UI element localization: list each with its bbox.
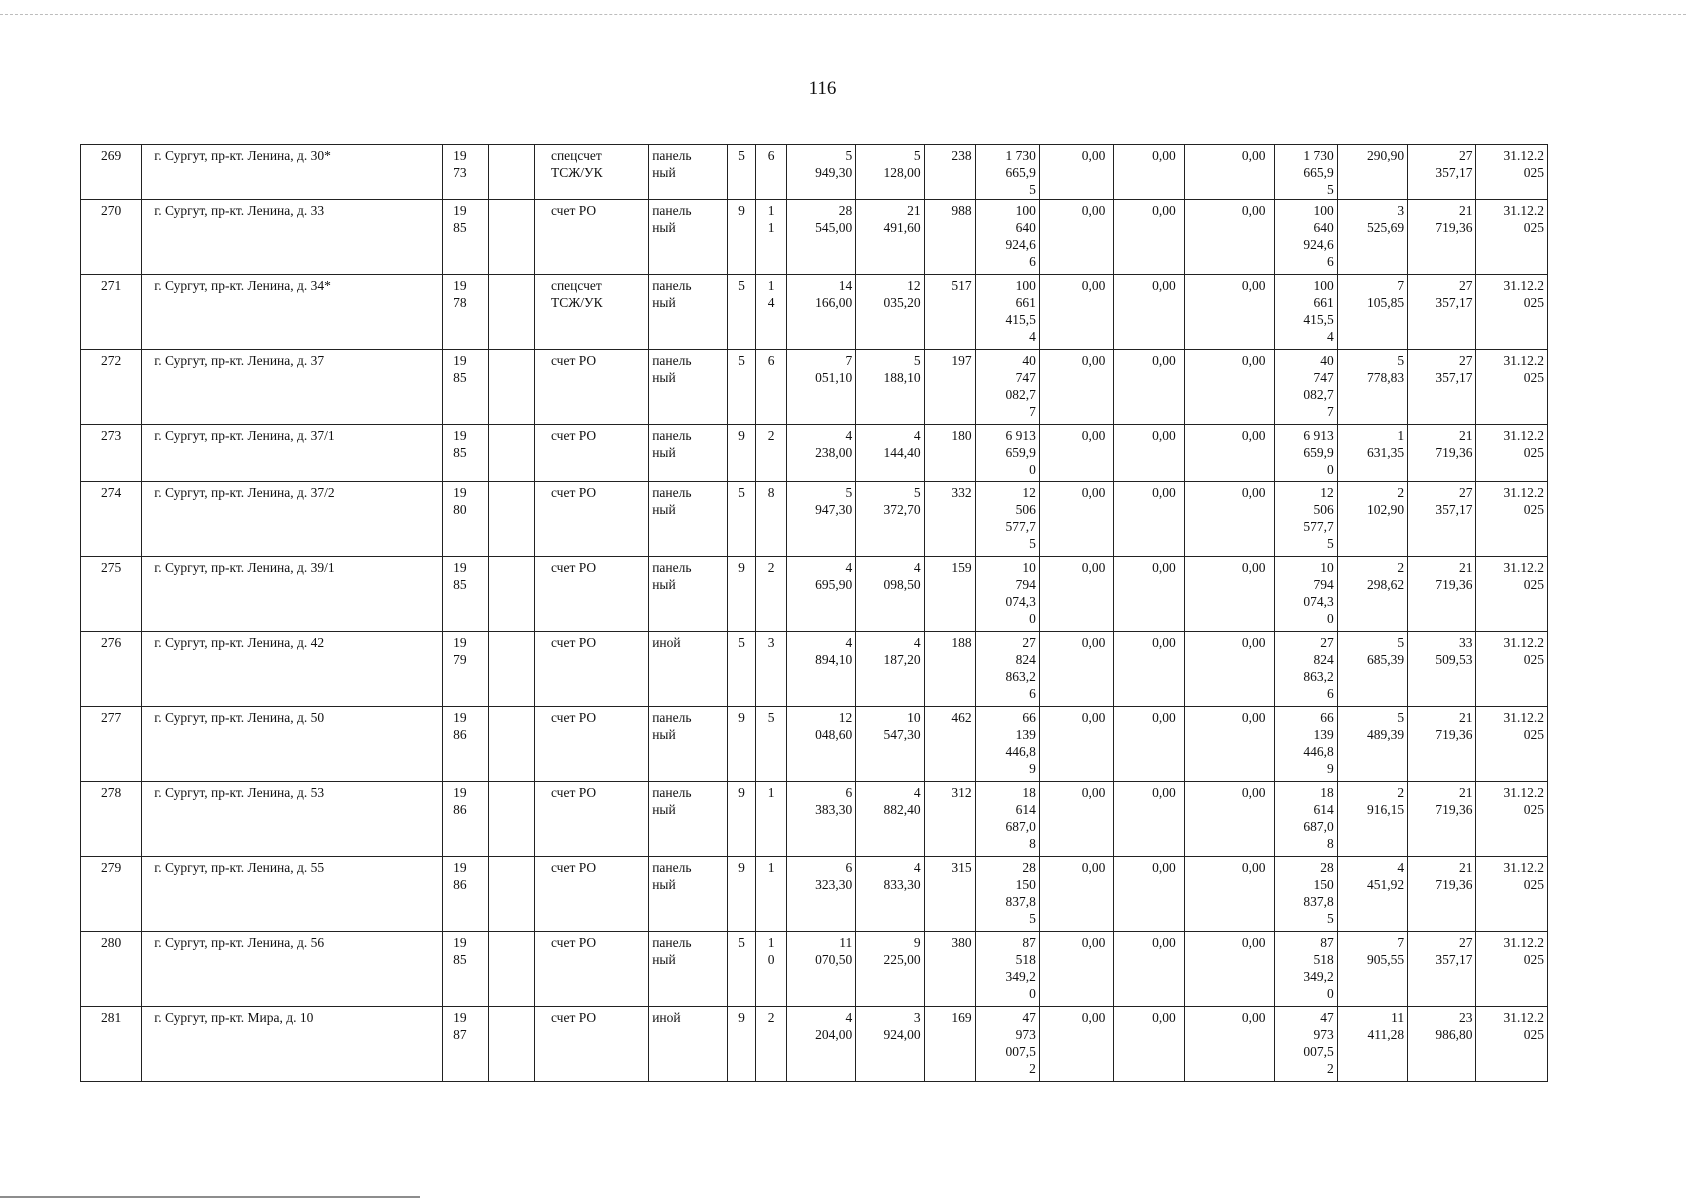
funding-3-cell: 0,00 (1184, 145, 1274, 200)
completion-date-cell: 31.12.2 025 (1476, 1007, 1548, 1082)
empty-cell (489, 350, 535, 425)
table-row (81, 275, 1548, 350)
residents-cell: 332 (924, 482, 975, 557)
wall-material-cell: панель ный (649, 425, 728, 482)
limit-cost-cell: 33 509,53 (1408, 632, 1476, 707)
completion-date-cell: 31.12.2 025 (1476, 857, 1548, 932)
living-area-cell: 5 128,00 (856, 145, 924, 200)
row-number-cell: 275 (81, 557, 142, 632)
total-cost-cell: 100 661 415,5 4 (975, 275, 1039, 350)
total-cost-cell: 87 518 349,2 0 (975, 932, 1039, 1007)
total-cost-cell: 40 747 082,7 7 (975, 350, 1039, 425)
completion-date-cell: 31.12.2 025 (1476, 932, 1548, 1007)
empty-cell (489, 425, 535, 482)
funding-2-cell: 0,00 (1114, 782, 1184, 857)
floors-cell: 5 (727, 145, 756, 200)
table-row (81, 782, 1548, 857)
table-row (81, 557, 1548, 632)
completion-date-cell: 31.12.2 025 (1476, 707, 1548, 782)
address-cell: г. Сургут, пр-кт. Мира, д. 10 (142, 1007, 443, 1082)
funding-3-cell: 0,00 (1184, 482, 1274, 557)
residents-cell: 462 (924, 707, 975, 782)
limit-cost-cell: 21 719,36 (1408, 200, 1476, 275)
living-area-cell: 4 098,50 (856, 557, 924, 632)
unit-cost-cell: 3 525,69 (1337, 200, 1407, 275)
funding-3-cell: 0,00 (1184, 782, 1274, 857)
living-area-cell: 12 035,20 (856, 275, 924, 350)
empty-cell (489, 857, 535, 932)
empty-cell (489, 707, 535, 782)
floors-cell: 5 (727, 350, 756, 425)
limit-cost-cell: 21 719,36 (1408, 557, 1476, 632)
floors-cell: 5 (727, 482, 756, 557)
limit-cost-cell: 27 357,17 (1408, 275, 1476, 350)
address-cell: г. Сургут, пр-кт. Ленина, д. 53 (142, 782, 443, 857)
page-number: 116 (808, 78, 837, 99)
address-cell: г. Сургут, пр-кт. Ленина, д. 55 (142, 857, 443, 932)
limit-cost-cell: 21 719,36 (1408, 425, 1476, 482)
address-cell: г. Сургут, пр-кт. Ленина, д. 39/1 (142, 557, 443, 632)
limit-cost-cell: 27 357,17 (1408, 932, 1476, 1007)
residents-cell: 180 (924, 425, 975, 482)
unit-cost-cell: 11 411,28 (1337, 1007, 1407, 1082)
total-area-cell: 4 204,00 (786, 1007, 855, 1082)
floors-cell: 9 (727, 857, 756, 932)
fund-method-cell: спецсчет ТСЖ/УК (534, 145, 648, 200)
funding-3-cell: 0,00 (1184, 632, 1274, 707)
housing-registry-table (80, 144, 1548, 1082)
row-number-cell: 276 (81, 632, 142, 707)
wall-material-cell: панель ный (649, 350, 728, 425)
address-cell: г. Сургут, пр-кт. Ленина, д. 50 (142, 707, 443, 782)
funding-3-cell: 0,00 (1184, 350, 1274, 425)
funding-1-cell: 0,00 (1039, 932, 1113, 1007)
row-number-cell: 278 (81, 782, 142, 857)
unit-cost-cell: 2 916,15 (1337, 782, 1407, 857)
entrances-cell: 8 (756, 482, 787, 557)
owners-funds-cell: 40 747 082,7 7 (1274, 350, 1337, 425)
total-cost-cell: 18 614 687,0 8 (975, 782, 1039, 857)
living-area-cell: 4 882,40 (856, 782, 924, 857)
table-row (81, 350, 1548, 425)
funding-1-cell: 0,00 (1039, 145, 1113, 200)
total-area-cell: 4 695,90 (786, 557, 855, 632)
year-built-cell: 19 85 (443, 557, 489, 632)
address-cell: г. Сургут, пр-кт. Ленина, д. 42 (142, 632, 443, 707)
unit-cost-cell: 7 105,85 (1337, 275, 1407, 350)
total-area-cell: 5 949,30 (786, 145, 855, 200)
total-cost-cell: 27 824 863,2 6 (975, 632, 1039, 707)
entrances-cell: 1 1 (756, 200, 787, 275)
total-cost-cell: 12 506 577,7 5 (975, 482, 1039, 557)
fund-method-cell: счет РО (534, 200, 648, 275)
year-built-cell: 19 86 (443, 857, 489, 932)
funding-2-cell: 0,00 (1114, 275, 1184, 350)
total-area-cell: 4 238,00 (786, 425, 855, 482)
table-row (81, 425, 1548, 482)
year-built-cell: 19 80 (443, 482, 489, 557)
fund-method-cell: счет РО (534, 557, 648, 632)
unit-cost-cell: 7 905,55 (1337, 932, 1407, 1007)
residents-cell: 988 (924, 200, 975, 275)
scan-edge-bottom (0, 1196, 420, 1198)
wall-material-cell: панель ный (649, 482, 728, 557)
owners-funds-cell: 1 730 665,9 5 (1274, 145, 1337, 200)
unit-cost-cell: 5 685,39 (1337, 632, 1407, 707)
entrances-cell: 1 (756, 857, 787, 932)
wall-material-cell: панель ный (649, 857, 728, 932)
total-cost-cell: 6 913 659,9 0 (975, 425, 1039, 482)
row-number-cell: 270 (81, 200, 142, 275)
row-number-cell: 272 (81, 350, 142, 425)
year-built-cell: 19 86 (443, 707, 489, 782)
table-row (81, 200, 1548, 275)
row-number-cell: 281 (81, 1007, 142, 1082)
funding-2-cell: 0,00 (1114, 1007, 1184, 1082)
floors-cell: 9 (727, 1007, 756, 1082)
floors-cell: 5 (727, 275, 756, 350)
address-cell: г. Сургут, пр-кт. Ленина, д. 34* (142, 275, 443, 350)
entrances-cell: 2 (756, 425, 787, 482)
living-area-cell: 4 833,30 (856, 857, 924, 932)
limit-cost-cell: 23 986,80 (1408, 1007, 1476, 1082)
owners-funds-cell: 100 661 415,5 4 (1274, 275, 1337, 350)
empty-cell (489, 782, 535, 857)
year-built-cell: 19 73 (443, 145, 489, 200)
residents-cell: 159 (924, 557, 975, 632)
funding-1-cell: 0,00 (1039, 857, 1113, 932)
year-built-cell: 19 85 (443, 425, 489, 482)
funding-1-cell: 0,00 (1039, 1007, 1113, 1082)
owners-funds-cell: 87 518 349,2 0 (1274, 932, 1337, 1007)
fund-method-cell: счет РО (534, 782, 648, 857)
row-number-cell: 279 (81, 857, 142, 932)
completion-date-cell: 31.12.2 025 (1476, 782, 1548, 857)
owners-funds-cell: 18 614 687,0 8 (1274, 782, 1337, 857)
completion-date-cell: 31.12.2 025 (1476, 275, 1548, 350)
funding-3-cell: 0,00 (1184, 275, 1274, 350)
address-cell: г. Сургут, пр-кт. Ленина, д. 56 (142, 932, 443, 1007)
living-area-cell: 21 491,60 (856, 200, 924, 275)
living-area-cell: 5 372,70 (856, 482, 924, 557)
unit-cost-cell: 290,90 (1337, 145, 1407, 200)
fund-method-cell: счет РО (534, 1007, 648, 1082)
entrances-cell: 2 (756, 1007, 787, 1082)
year-built-cell: 19 86 (443, 782, 489, 857)
owners-funds-cell: 10 794 074,3 0 (1274, 557, 1337, 632)
funding-1-cell: 0,00 (1039, 350, 1113, 425)
table-row (81, 145, 1548, 200)
empty-cell (489, 145, 535, 200)
row-number-cell: 273 (81, 425, 142, 482)
total-cost-cell: 1 730 665,9 5 (975, 145, 1039, 200)
completion-date-cell: 31.12.2 025 (1476, 425, 1548, 482)
residents-cell: 517 (924, 275, 975, 350)
owners-funds-cell: 28 150 837,8 5 (1274, 857, 1337, 932)
scan-edge-top (0, 14, 1686, 15)
year-built-cell: 19 85 (443, 932, 489, 1007)
entrances-cell: 1 0 (756, 932, 787, 1007)
unit-cost-cell: 5 778,83 (1337, 350, 1407, 425)
total-cost-cell: 100 640 924,6 6 (975, 200, 1039, 275)
fund-method-cell: счет РО (534, 632, 648, 707)
living-area-cell: 4 144,40 (856, 425, 924, 482)
funding-2-cell: 0,00 (1114, 632, 1184, 707)
owners-funds-cell: 27 824 863,2 6 (1274, 632, 1337, 707)
row-number-cell: 277 (81, 707, 142, 782)
funding-3-cell: 0,00 (1184, 557, 1274, 632)
wall-material-cell: панель ный (649, 932, 728, 1007)
funding-1-cell: 0,00 (1039, 275, 1113, 350)
total-area-cell: 12 048,60 (786, 707, 855, 782)
total-cost-cell: 10 794 074,3 0 (975, 557, 1039, 632)
wall-material-cell: панель ный (649, 200, 728, 275)
owners-funds-cell: 47 973 007,5 2 (1274, 1007, 1337, 1082)
funding-1-cell: 0,00 (1039, 632, 1113, 707)
unit-cost-cell: 2 298,62 (1337, 557, 1407, 632)
funding-2-cell: 0,00 (1114, 145, 1184, 200)
funding-3-cell: 0,00 (1184, 932, 1274, 1007)
empty-cell (489, 1007, 535, 1082)
funding-2-cell: 0,00 (1114, 350, 1184, 425)
living-area-cell: 5 188,10 (856, 350, 924, 425)
limit-cost-cell: 21 719,36 (1408, 857, 1476, 932)
unit-cost-cell: 5 489,39 (1337, 707, 1407, 782)
row-number-cell: 280 (81, 932, 142, 1007)
unit-cost-cell: 4 451,92 (1337, 857, 1407, 932)
address-cell: г. Сургут, пр-кт. Ленина, д. 37/2 (142, 482, 443, 557)
fund-method-cell: счет РО (534, 482, 648, 557)
living-area-cell: 9 225,00 (856, 932, 924, 1007)
address-cell: г. Сургут, пр-кт. Ленина, д. 37 (142, 350, 443, 425)
year-built-cell: 19 85 (443, 350, 489, 425)
total-area-cell: 7 051,10 (786, 350, 855, 425)
residents-cell: 312 (924, 782, 975, 857)
empty-cell (489, 200, 535, 275)
unit-cost-cell: 1 631,35 (1337, 425, 1407, 482)
funding-2-cell: 0,00 (1114, 857, 1184, 932)
living-area-cell: 3 924,00 (856, 1007, 924, 1082)
limit-cost-cell: 27 357,17 (1408, 145, 1476, 200)
total-area-cell: 6 383,30 (786, 782, 855, 857)
total-area-cell: 28 545,00 (786, 200, 855, 275)
funding-1-cell: 0,00 (1039, 425, 1113, 482)
wall-material-cell: панель ный (649, 145, 728, 200)
funding-1-cell: 0,00 (1039, 482, 1113, 557)
total-area-cell: 6 323,30 (786, 857, 855, 932)
funding-3-cell: 0,00 (1184, 425, 1274, 482)
completion-date-cell: 31.12.2 025 (1476, 350, 1548, 425)
empty-cell (489, 557, 535, 632)
row-number-cell: 269 (81, 145, 142, 200)
address-cell: г. Сургут, пр-кт. Ленина, д. 37/1 (142, 425, 443, 482)
entrances-cell: 6 (756, 145, 787, 200)
fund-method-cell: счет РО (534, 707, 648, 782)
table-row (81, 707, 1548, 782)
table-row (81, 1007, 1548, 1082)
living-area-cell: 4 187,20 (856, 632, 924, 707)
funding-1-cell: 0,00 (1039, 707, 1113, 782)
living-area-cell: 10 547,30 (856, 707, 924, 782)
residents-cell: 380 (924, 932, 975, 1007)
floors-cell: 9 (727, 782, 756, 857)
floors-cell: 9 (727, 425, 756, 482)
funding-2-cell: 0,00 (1114, 200, 1184, 275)
wall-material-cell: панель ный (649, 275, 728, 350)
empty-cell (489, 275, 535, 350)
funding-2-cell: 0,00 (1114, 707, 1184, 782)
residents-cell: 188 (924, 632, 975, 707)
funding-2-cell: 0,00 (1114, 557, 1184, 632)
funding-2-cell: 0,00 (1114, 425, 1184, 482)
fund-method-cell: спецсчет ТСЖ/УК (534, 275, 648, 350)
empty-cell (489, 482, 535, 557)
completion-date-cell: 31.12.2 025 (1476, 557, 1548, 632)
owners-funds-cell: 12 506 577,7 5 (1274, 482, 1337, 557)
entrances-cell: 3 (756, 632, 787, 707)
floors-cell: 5 (727, 932, 756, 1007)
floors-cell: 9 (727, 557, 756, 632)
wall-material-cell: иной (649, 632, 728, 707)
funding-1-cell: 0,00 (1039, 782, 1113, 857)
entrances-cell: 2 (756, 557, 787, 632)
residents-cell: 197 (924, 350, 975, 425)
completion-date-cell: 31.12.2 025 (1476, 632, 1548, 707)
year-built-cell: 19 85 (443, 200, 489, 275)
year-built-cell: 19 79 (443, 632, 489, 707)
funding-3-cell: 0,00 (1184, 200, 1274, 275)
limit-cost-cell: 27 357,17 (1408, 482, 1476, 557)
table-row (81, 857, 1548, 932)
empty-cell (489, 932, 535, 1007)
completion-date-cell: 31.12.2 025 (1476, 482, 1548, 557)
owners-funds-cell: 66 139 446,8 9 (1274, 707, 1337, 782)
completion-date-cell: 31.12.2 025 (1476, 145, 1548, 200)
total-area-cell: 11 070,50 (786, 932, 855, 1007)
total-area-cell: 4 894,10 (786, 632, 855, 707)
residents-cell: 238 (924, 145, 975, 200)
row-number-cell: 274 (81, 482, 142, 557)
floors-cell: 5 (727, 632, 756, 707)
address-cell: г. Сургут, пр-кт. Ленина, д. 33 (142, 200, 443, 275)
table-row (81, 482, 1548, 557)
funding-1-cell: 0,00 (1039, 200, 1113, 275)
unit-cost-cell: 2 102,90 (1337, 482, 1407, 557)
total-cost-cell: 47 973 007,5 2 (975, 1007, 1039, 1082)
year-built-cell: 19 78 (443, 275, 489, 350)
fund-method-cell: счет РО (534, 350, 648, 425)
funding-3-cell: 0,00 (1184, 707, 1274, 782)
wall-material-cell: панель ный (649, 557, 728, 632)
limit-cost-cell: 21 719,36 (1408, 782, 1476, 857)
funding-1-cell: 0,00 (1039, 557, 1113, 632)
entrances-cell: 1 4 (756, 275, 787, 350)
total-area-cell: 5 947,30 (786, 482, 855, 557)
funding-3-cell: 0,00 (1184, 857, 1274, 932)
owners-funds-cell: 100 640 924,6 6 (1274, 200, 1337, 275)
row-number-cell: 271 (81, 275, 142, 350)
empty-cell (489, 632, 535, 707)
fund-method-cell: счет РО (534, 857, 648, 932)
fund-method-cell: счет РО (534, 425, 648, 482)
floors-cell: 9 (727, 707, 756, 782)
entrances-cell: 6 (756, 350, 787, 425)
wall-material-cell: панель ный (649, 782, 728, 857)
wall-material-cell: иной (649, 1007, 728, 1082)
entrances-cell: 5 (756, 707, 787, 782)
residents-cell: 169 (924, 1007, 975, 1082)
residents-cell: 315 (924, 857, 975, 932)
table-row (81, 632, 1548, 707)
wall-material-cell: панель ный (649, 707, 728, 782)
table-row (81, 932, 1548, 1007)
fund-method-cell: счет РО (534, 932, 648, 1007)
funding-3-cell: 0,00 (1184, 1007, 1274, 1082)
total-cost-cell: 28 150 837,8 5 (975, 857, 1039, 932)
entrances-cell: 1 (756, 782, 787, 857)
completion-date-cell: 31.12.2 025 (1476, 200, 1548, 275)
total-cost-cell: 66 139 446,8 9 (975, 707, 1039, 782)
floors-cell: 9 (727, 200, 756, 275)
funding-2-cell: 0,00 (1114, 932, 1184, 1007)
owners-funds-cell: 6 913 659,9 0 (1274, 425, 1337, 482)
total-area-cell: 14 166,00 (786, 275, 855, 350)
limit-cost-cell: 21 719,36 (1408, 707, 1476, 782)
limit-cost-cell: 27 357,17 (1408, 350, 1476, 425)
year-built-cell: 19 87 (443, 1007, 489, 1082)
funding-2-cell: 0,00 (1114, 482, 1184, 557)
address-cell: г. Сургут, пр-кт. Ленина, д. 30* (142, 145, 443, 200)
